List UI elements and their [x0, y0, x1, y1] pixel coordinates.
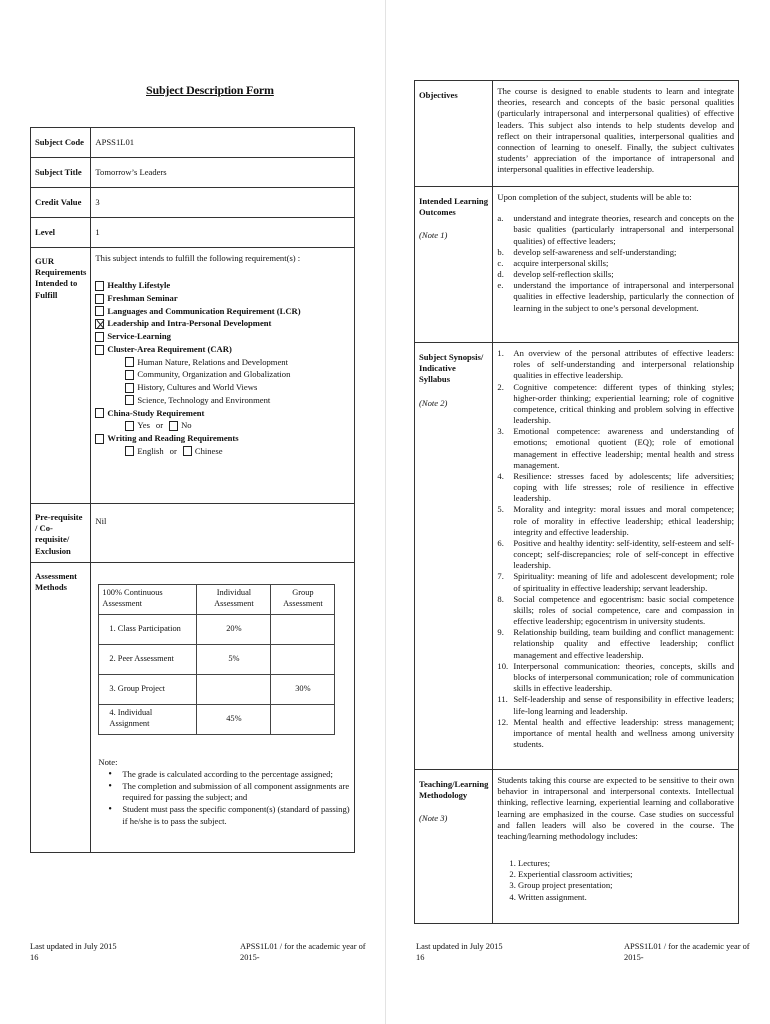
list-marker: 3. [497, 426, 504, 437]
list-text: Morality and integrity: moral issues and moral competence; role of morality in effective leadership; ethical leadership; integrity and effective leadership. [513, 504, 734, 537]
gur-item-label: Languages and Communication Requirement (LCR) [107, 305, 301, 316]
ilo-label-cell [415, 187, 493, 343]
list-text: Resilience: stresses faced by adolescents; life adversities; coping with life stresses; role of resilience in effective leadership. [513, 470, 734, 504]
or-label: or [155, 420, 164, 431]
list-item [497, 213, 734, 247]
list-text: Cognitive competence: different types of thinking styles; higher-order thinking; experiential learning; role of cognitive competence, critical thinking and problem solving in effective leadership. [513, 381, 734, 426]
list-marker: 12. [497, 716, 509, 727]
gur-item-label: Freshman Seminar [107, 292, 178, 303]
list-marker: 2. [497, 381, 504, 392]
list-text: acquire interpersonal skills; [513, 257, 609, 268]
china-study-label: China-Study Requirement [107, 407, 205, 418]
list-marker: 5. [497, 504, 504, 515]
credit-value-label: Credit Value [31, 188, 91, 218]
ilo-intro: Upon completion of the subject, students will be able to: [497, 192, 692, 202]
subject-title-value: Tomorrow’s Leaders [91, 158, 355, 188]
synopsis-label-cell [415, 343, 493, 770]
header-cell: Group Assessment [271, 584, 335, 614]
car-item-label: Community, Organization and Globalization [137, 369, 291, 380]
list-item [497, 717, 734, 751]
list-marker: a. [497, 213, 504, 224]
list-marker: 1. [497, 348, 504, 358]
ilo-label: Intended Learning Outcomes [419, 196, 489, 218]
assessment-label: Assessment Methods [31, 562, 91, 852]
table-cell: 45% [197, 704, 271, 734]
synopsis-list [497, 348, 734, 750]
table-cell: 30% [271, 674, 335, 704]
gur-intro: This subject intends to fulfill the following requirement(s) : [95, 253, 301, 263]
list-item: 2. Experiential classroom activities; [509, 869, 633, 880]
list-item [497, 269, 734, 280]
credit-value-value: 3 [91, 188, 355, 218]
synopsis-note: (Note 2) [419, 397, 448, 408]
chinese-label: Chinese [194, 445, 223, 456]
list-item [497, 504, 734, 538]
list-item [497, 571, 734, 593]
list-marker: e. [497, 280, 504, 291]
list-item [497, 258, 734, 269]
list-text: An overview of the personal attributes of effective leaders: roles of self-understanding and interpersonal relationship qualities in effective leadership. [513, 348, 734, 381]
list-marker: c. [497, 257, 504, 268]
teaching-text: Students taking this course are expected to be sensitive to their own behavior in intrapersonal and interpersonal contexts. Intellectual thinking, reflective learning, experiential learning and collaborative learning are emphasized in the course. Case studies on successful and fallen leaders will also be covered in the course. The teaching/learning methodology includes: [497, 775, 734, 841]
footer-page-number: 16 [30, 952, 39, 962]
list-item: 4. Written assignment. [509, 891, 587, 902]
table-cell: 3. Group Project [99, 674, 197, 704]
list-marker: 10. [497, 660, 509, 671]
footer-updated-text: Last updated in July 2015 [30, 942, 117, 951]
table-row [415, 770, 739, 924]
list-item [497, 348, 734, 382]
list-text: Social competence and egocentrism: basic social competence skills; roles of social competence, care and compassion in effective leadership; egocentrism in university students. [513, 593, 734, 627]
teaching-note: (Note 3) [419, 813, 448, 824]
list-item [497, 382, 734, 427]
header-cell: Individual Assessment [197, 584, 271, 614]
synopsis-label: Subject Synopsis/ Indicative Syllabus [419, 352, 484, 385]
list-item: 3. Group project presentation; [509, 880, 613, 891]
teaching-label-cell [415, 770, 493, 924]
list-item [497, 694, 734, 716]
list-marker: d. [497, 269, 504, 280]
footer-updated [416, 942, 503, 964]
gur-item-label: Service-Learning [107, 331, 171, 342]
list-text: develop self-awareness and self-understanding; [513, 246, 677, 257]
list-item [497, 426, 734, 471]
level-value: 1 [91, 218, 355, 248]
list-marker: 6. [497, 537, 504, 548]
list-text: develop self-reflection skills; [513, 269, 614, 280]
list-text: Spirituality: meaning of life and adolescent development; role of spirituality in effective leadership; servant leadership. [513, 571, 734, 593]
list-text: understand and integrate theories, research and concepts on the basic qualities (particularly intrapersonal and interpersonal qualities) of effective leaders; [513, 213, 734, 246]
gur-item-label: Leadership and Intra-Personal Development [107, 318, 272, 329]
gur-label: GUR Requirements Intended to Fulfill [31, 248, 91, 504]
list-item [497, 280, 734, 314]
footer-subject-year: APSS1L01 / for the academic year of 2015- [240, 942, 366, 962]
list-marker: 11. [497, 694, 508, 705]
subject-code-label: Subject Code [31, 128, 91, 158]
or-label: or [169, 445, 177, 456]
subject-code-value: APSS1L01 [91, 128, 355, 158]
list-item: • The grade is calculated according to the percentage assigned; [118, 769, 350, 780]
gur-item-label: Cluster-Area Requirement (CAR) [107, 344, 232, 354]
prerequisite-value: Nil [91, 504, 355, 563]
list-text: Relationship building, team building and conflict management: relationship quality and effective leadership; conflict management and effective leadership. [513, 627, 734, 660]
note-title: Note: [98, 756, 118, 767]
car-item-label: History, Cultures and World Views [137, 382, 258, 393]
list-marker: b. [497, 246, 504, 257]
list-text: Self-leadership and sense of responsibility in effective leaders; life-long learning and leadership. [513, 694, 734, 716]
footer-subject-year: APSS1L01 / for the academic year of 2015- [624, 942, 750, 962]
list-marker: 7. [497, 571, 504, 582]
footer-updated-text: Last updated in July 2015 [416, 942, 503, 951]
level-label: Level [31, 218, 91, 248]
table-cell: 4. Individual Assignment [99, 704, 197, 734]
car-item-label: Science, Technology and Environment [137, 394, 271, 405]
list-item [497, 594, 734, 628]
list-text: Positive and healthy identity: self-identity, self-esteem and self-concept; self-discrepancies; role of self-concept in effective leadership. [513, 537, 734, 571]
table-row [415, 187, 739, 343]
list-item: 1. Lectures; [509, 858, 550, 869]
ilo-note: (Note 1) [419, 230, 448, 241]
list-text: Emotional competence: awareness and understanding of emotions; emotional quotient (EQ); role of emotional management in effective leadership; mental health and stress management. [513, 426, 734, 470]
table-cell: 5% [197, 644, 271, 674]
table-cell: 20% [197, 614, 271, 644]
list-item: • Student must pass the specific component(s) (standard of passing) if he/she is to pass the subject. [118, 804, 350, 826]
prerequisite-label: Pre-requisite / Co-requisite/ Exclusion [31, 504, 91, 563]
gur-item-label: Healthy Lifestyle [107, 280, 171, 291]
list-item [497, 627, 734, 661]
table-cell: 1. Class Participation [99, 614, 197, 644]
list-item [497, 471, 734, 505]
table-row [415, 343, 739, 770]
english-label: English [137, 445, 164, 456]
list-marker: 8. [497, 593, 504, 604]
list-item: • The completion and submission of all component assignments are required for passing the subject; and [118, 781, 350, 803]
synopsis-cell [493, 343, 739, 770]
list-text: Mental health and effective leadership: stress management; importance of mental health and wellness among university students. [513, 716, 734, 750]
ilo-cell [493, 187, 739, 343]
table-row [415, 81, 739, 187]
list-text: Interpersonal communication: theories, concepts, skills and blocks of interpersonal communication; role of communication skills in effective leadership. [513, 660, 734, 694]
header-cell: 100% Continuous Assessment [99, 584, 197, 614]
list-item [497, 247, 734, 258]
subject-title-label: Subject Title [31, 158, 91, 188]
form-title: Subject Description Form [146, 83, 274, 97]
yes-label: Yes [137, 420, 150, 431]
objectives-text: The course is designed to enable students to learn and integrate theories, research and concepts of the basic personal qualities (particularly intrapersonal and interpersonal qualities) of effective leaders. This subject also intends to help students develop and reflect on their intrapersonal qualities, interpersonal qualities and connection of learning to oneself. Finally, the subject cultivates students’ appreciation of the importance of intrapersonal and interpersonal qualities in effective leadership. [493, 81, 739, 187]
table-cell: 2. Peer Assessment [99, 644, 197, 674]
car-item-label: Human Nature, Relations and Development [137, 356, 288, 367]
objectives-label: Objectives [415, 81, 493, 187]
subject-detail-table [414, 80, 739, 924]
list-item [497, 538, 734, 572]
teaching-label: Teaching/Learning Methodology [419, 779, 489, 801]
footer-page-number: 16 [416, 952, 425, 962]
ilo-list [497, 213, 734, 314]
list-text: understand the importance of intrapersonal and interpersonal qualities in effective leadership, particularly the connection of learning in the subject to one’s personal development. [513, 280, 734, 313]
writing-reading-label: Writing and Reading Requirements [107, 433, 239, 444]
teaching-cell [493, 770, 739, 924]
no-label: No [181, 420, 192, 431]
teaching-list [509, 858, 734, 903]
list-item [497, 661, 734, 695]
list-marker: 9. [497, 627, 504, 638]
list-marker: 4. [497, 470, 504, 481]
